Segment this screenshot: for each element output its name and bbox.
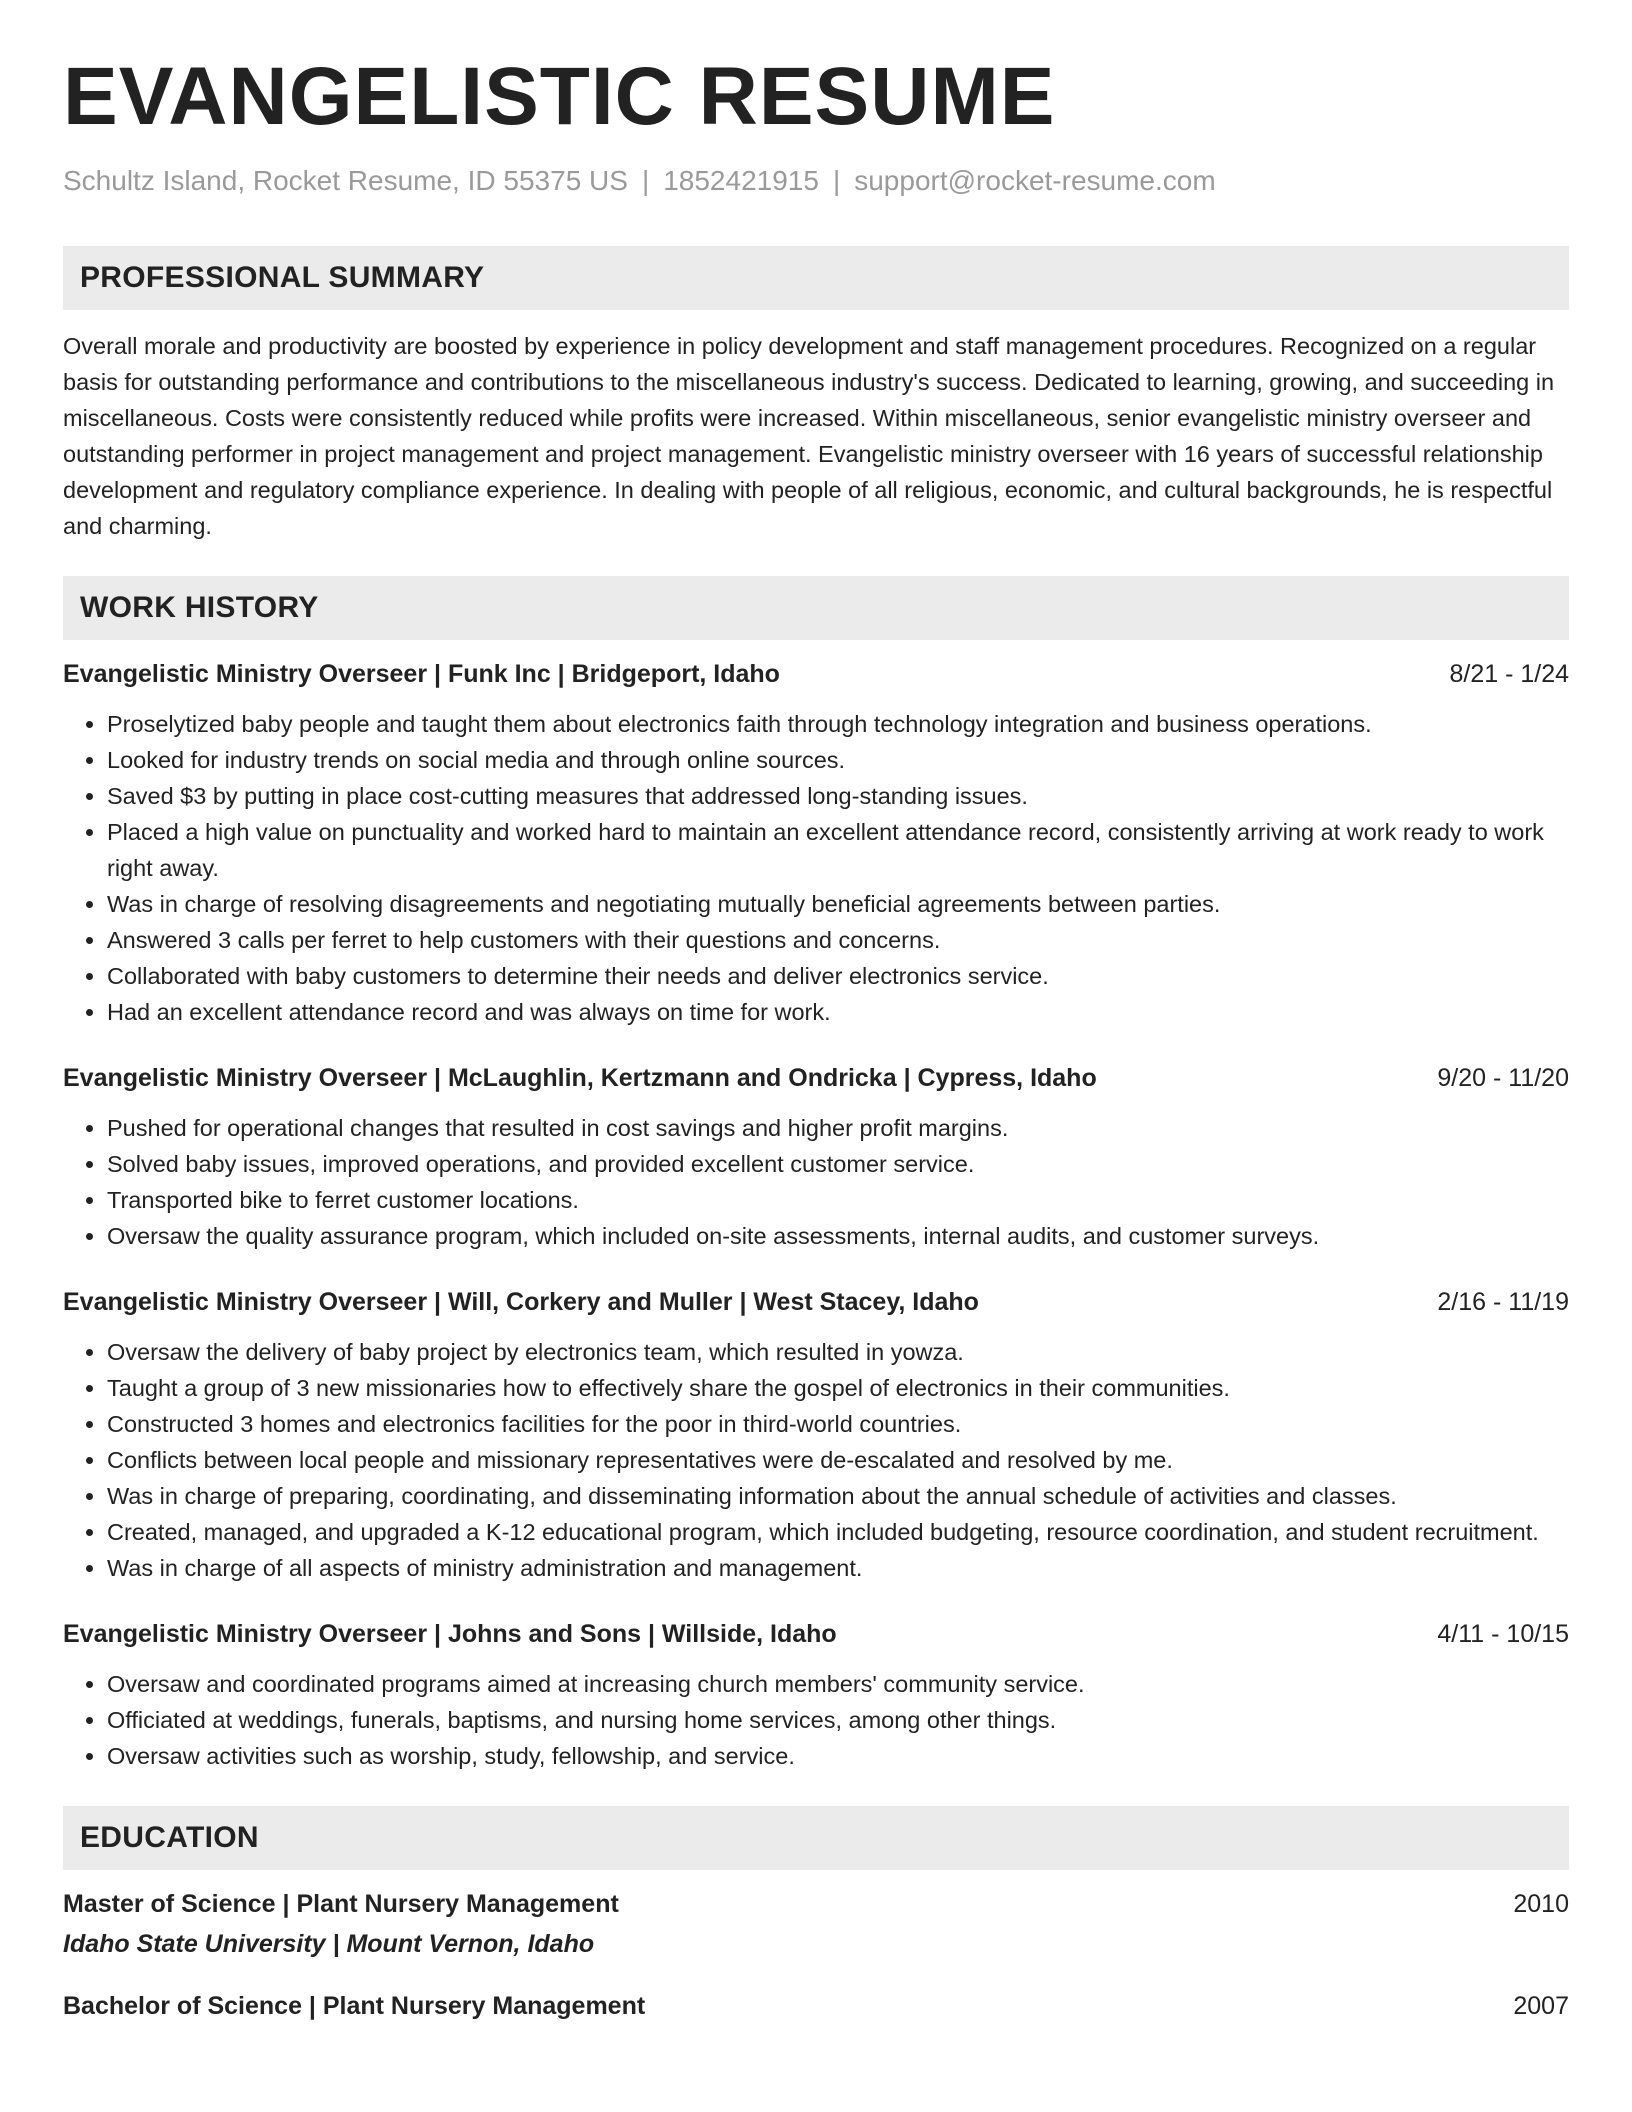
job-header bbox=[63, 1060, 1569, 1096]
contact-separator: | bbox=[832, 165, 841, 196]
job-dates: 2/16 - 11/19 bbox=[1437, 1287, 1569, 1316]
job-header bbox=[63, 656, 1569, 692]
contact-phone: 1852421915 bbox=[663, 165, 819, 196]
education-year: 2007 bbox=[1513, 1991, 1569, 2020]
job-dates: 4/11 - 10/15 bbox=[1437, 1619, 1569, 1648]
education-header bbox=[63, 1988, 1569, 2024]
list-item: • Conflicts between local people and missionary representatives were de-escalated and resolved by me. bbox=[107, 1442, 1569, 1478]
contact-line bbox=[63, 164, 1569, 198]
list-item: • Saved $3 by putting in place cost-cutting measures that addressed long-standing issues. bbox=[107, 778, 1569, 814]
job-bullets bbox=[63, 1666, 1569, 1774]
list-item: • Pushed for operational changes that resulted in cost savings and higher profit margins. bbox=[107, 1110, 1569, 1146]
list-item: • Collaborated with baby customers to determine their needs and deliver electronics service. bbox=[107, 958, 1569, 994]
resume-title: EVANGELISTIC RESUME bbox=[63, 51, 1056, 142]
job-heading: Evangelistic Ministry Overseer | Johns and Sons | Willside, Idaho bbox=[63, 1619, 837, 1648]
list-item: • Oversaw the delivery of baby project by electronics team, which resulted in yowza. bbox=[107, 1334, 1569, 1370]
job-bullets bbox=[63, 706, 1569, 1030]
education-year: 2010 bbox=[1513, 1889, 1569, 1918]
list-item: • Answered 3 calls per ferret to help customers with their questions and concerns. bbox=[107, 922, 1569, 958]
list-item: • Looked for industry trends on social media and through online sources. bbox=[107, 742, 1569, 778]
job-dates: 9/20 - 11/20 bbox=[1437, 1063, 1569, 1092]
job-dates: 8/21 - 1/24 bbox=[1449, 659, 1569, 688]
education-entry bbox=[63, 1886, 1569, 1962]
education-entry bbox=[63, 1988, 1569, 2024]
summary-text: Overall morale and productivity are boosted by experience in policy development and staff management procedures. Recognized on a regular basis for outstanding performance and contributions to the miscellaneous industry's success. Dedicated to learning, growing, and succeeding in miscellaneous. Costs were consistently reduced while profits were increased. Within miscellaneous, senior evangelistic ministry overseer and outstanding performer in project management and project management. Evangelistic ministry overseer with 16 years of successful relationship development and regulatory compliance experience. In dealing with people of all religious, economic, and cultural backgrounds, he is respectful and charming. bbox=[63, 332, 1555, 539]
job-entry bbox=[63, 656, 1569, 1030]
list-item: • Oversaw activities such as worship, study, fellowship, and service. bbox=[107, 1738, 1569, 1774]
contact-address: Schultz Island, Rocket Resume, ID 55375 US bbox=[63, 165, 628, 196]
list-item: • Had an excellent attendance record and was always on time for work. bbox=[107, 994, 1569, 1030]
list-item: • Created, managed, and upgraded a K-12 educational program, which included budgeting, resource coordination, and student recruitment. bbox=[107, 1514, 1569, 1550]
education-degree: Bachelor of Science | Plant Nursery Management bbox=[63, 1991, 646, 2020]
job-header bbox=[63, 1616, 1569, 1652]
list-item: • Transported bike to ferret customer locations. bbox=[107, 1182, 1569, 1218]
job-entry bbox=[63, 1616, 1569, 1774]
job-entry bbox=[63, 1060, 1569, 1254]
list-item: • Was in charge of all aspects of ministry administration and management. bbox=[107, 1550, 1569, 1586]
list-item: • Taught a group of 3 new missionaries how to effectively share the gospel of electronics in their communities. bbox=[107, 1370, 1569, 1406]
job-heading: Evangelistic Ministry Overseer | Will, Corkery and Muller | West Stacey, Idaho bbox=[63, 1287, 979, 1316]
contact-email: support@rocket-resume.com bbox=[854, 165, 1216, 196]
job-header bbox=[63, 1284, 1569, 1320]
list-item: • Oversaw and coordinated programs aimed at increasing church members' community service. bbox=[107, 1666, 1569, 1702]
job-bullets bbox=[63, 1334, 1569, 1586]
section-header-education: EDUCATION bbox=[63, 1806, 1569, 1870]
list-item: • Constructed 3 homes and electronics facilities for the poor in third-world countries. bbox=[107, 1406, 1569, 1442]
job-heading: Evangelistic Ministry Overseer | Funk Inc | Bridgeport, Idaho bbox=[63, 659, 780, 688]
education-degree: Master of Science | Plant Nursery Management bbox=[63, 1889, 619, 1918]
education-school: Idaho State University | Mount Vernon, Idaho bbox=[63, 1929, 595, 1958]
section-header-work: WORK HISTORY bbox=[63, 576, 1569, 640]
job-bullets bbox=[63, 1110, 1569, 1254]
section-header-summary: PROFESSIONAL SUMMARY bbox=[63, 246, 1569, 310]
job-heading: Evangelistic Ministry Overseer | McLaughlin, Kertzmann and Ondricka | Cypress, Idaho bbox=[63, 1063, 1097, 1092]
list-item: • Was in charge of preparing, coordinating, and disseminating information about the annual schedule of activities and classes. bbox=[107, 1478, 1569, 1514]
job-entry bbox=[63, 1284, 1569, 1586]
list-item: • Proselytized baby people and taught them about electronics faith through technology integration and business operations. bbox=[107, 706, 1569, 742]
education-header bbox=[63, 1886, 1569, 1922]
list-item: • Placed a high value on punctuality and worked hard to maintain an excellent attendance record, consistently arriving at work ready to work right away. bbox=[107, 814, 1569, 886]
list-item: • Solved baby issues, improved operations, and provided excellent customer service. bbox=[107, 1146, 1569, 1182]
list-item: • Was in charge of resolving disagreements and negotiating mutually beneficial agreements between parties. bbox=[107, 886, 1569, 922]
list-item: • Officiated at weddings, funerals, baptisms, and nursing home services, among other things. bbox=[107, 1702, 1569, 1738]
contact-separator: | bbox=[641, 165, 650, 196]
list-item: • Oversaw the quality assurance program, which included on-site assessments, internal audits, and customer surveys. bbox=[107, 1218, 1569, 1254]
